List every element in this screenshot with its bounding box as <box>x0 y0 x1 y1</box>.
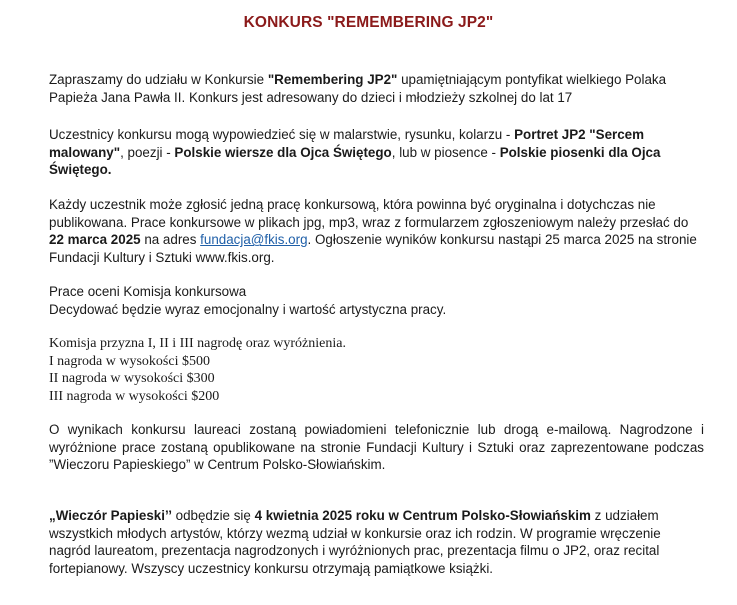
submission-text-3: . Ogłoszenie wyników konkursu nastąpi 25 marca 2025 na stronie Fundacji Kultury i Sztuki www.fkis.org. <box>49 232 697 265</box>
intro-text: Zapraszamy do udziału w Konkursie <box>49 72 268 87</box>
intro-paragraph <box>49 71 704 106</box>
results-text: O wynikach konkursu laureaci zostaną powiadomieni telefonicznie lub drogą e-mailową. Nagrodzone i wyróżnione prace zostaną opublikowane na stronie Fundacji Kultury i Sztuki oraz zaprezentowane podczas ”Wieczoru Papieskiego” w Centrum Polsko-Słowiańskim. <box>49 422 704 473</box>
categories-text-3: , lub w piosence - <box>391 144 500 160</box>
event-name: „Wieczór Papieski’’ <box>49 508 172 523</box>
event-text-2: z udziałem wszystkich młodych artystów, którzy wezmą udział w konkursie oraz ich rodzin. W programie wręczenie nagród laureatom, prezentacja nagrodzonych i wyróżnionych prac, prezentacja filmu o JP2, oraz recital fortepianowy. Wszyscy uczestnicy konkursu otrzymają pamiątkowe książki. <box>49 508 661 576</box>
event-date-place: 4 kwietnia 2025 roku w Centrum Polsko-Słowiańskim <box>254 508 591 523</box>
submission-text: Każdy uczestnik może zgłosić jedną pracę konkursową, która powinna być oryginalna i dotychczas nie publikowana. Prace konkursowe w plikach jpg, mp3, wraz z formularzem zgłoszeniowym należy przesłać do <box>49 197 689 230</box>
categories-text-2: , poezji - <box>120 144 175 160</box>
categories-text: Uczestnicy konkursu mogą wypowiedzieć się w malarstwie, rysunku, kolarzu - <box>49 127 515 142</box>
evening-paragraph <box>49 507 704 577</box>
results-paragraph <box>49 421 704 474</box>
contest-name: "Remembering JP2" <box>267 72 398 87</box>
prizes-intro: Komisja przyzna I, II i III nagrodę oraz wyróżnienia. <box>49 336 346 351</box>
category-portrait: Portret JP2 "Sercem malowany" <box>49 127 645 160</box>
jury-line-2: Decydować będzie wyraz emocjonalny i wartość artystyczna pracy. <box>49 301 447 317</box>
prize-third: III nagroda w wysokości $200 <box>49 388 220 404</box>
intro-text-cont: upamiętniającym pontyfikat wielkiego Polaka Papieża Jana Pawła II. Konkurs jest adresowany do dzieci i młodzieży szkolnej do lat 17 <box>49 72 667 105</box>
categories-paragraph <box>49 126 704 179</box>
submission-paragraph <box>49 196 704 266</box>
deadline-date: 22 marca 2025 <box>49 232 141 248</box>
prizes-paragraph <box>49 335 704 405</box>
category-song: Polskie piosenki dla Ojca Świętego. <box>49 144 661 178</box>
jury-paragraph <box>49 283 704 318</box>
category-poetry: Polskie wiersze dla Ojca Świętego <box>174 144 392 160</box>
prize-first: I nagroda w wysokości $500 <box>49 353 210 369</box>
event-text: odbędzie się <box>171 508 255 523</box>
submission-text-2: na adres <box>140 232 201 248</box>
page-title: KONKURS "REMEMBERING JP2" <box>243 14 494 31</box>
prize-second: II nagroda w wysokości $300 <box>49 371 215 387</box>
jury-line-1: Prace oceni Komisja konkursowa <box>49 284 247 299</box>
email-link[interactable]: fundacja@fkis.org <box>200 232 308 248</box>
